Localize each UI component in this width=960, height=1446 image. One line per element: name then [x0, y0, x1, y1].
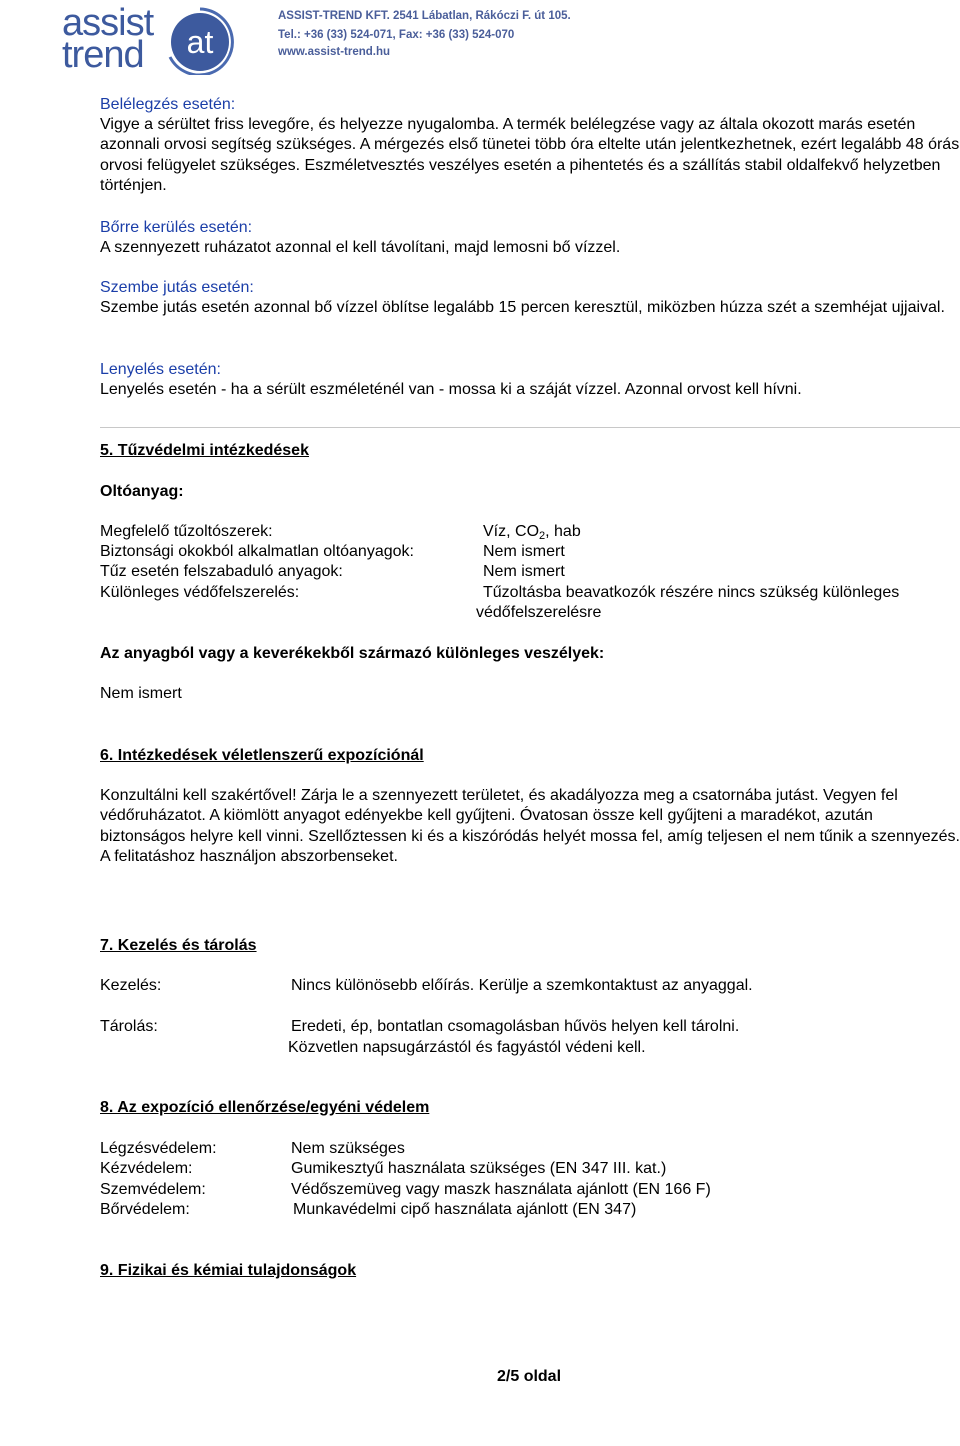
company-name: ASSIST-TREND KFT. [278, 10, 390, 22]
protection-label: Bőrvédelem: [100, 1201, 190, 1218]
letterhead [0, 0, 960, 80]
fire-row-value: Nem ismert [483, 543, 565, 560]
eye-text: Szembe jutás esetén azonnal bő vízzel öblítse legalább 15 percen keresztül, miközben húzza szét a szemhéjat ujjaival. [100, 299, 945, 316]
company-phone-fax: Tel.: +36 (33) 524-071, Fax: +36 (33) 524-070 [278, 29, 515, 41]
handling-value: Nincs különösebb előírás. Kerülje a szemkontaktust az anyaggal. [291, 977, 753, 994]
extinguishing-media-title: Oltóanyag: [100, 483, 184, 500]
company-website[interactable]: www.assist-trend.hu [278, 46, 391, 58]
eye-title: Szembe jutás esetén: [100, 279, 254, 296]
inhalation-text: Vigye a sérültet friss levegőre, és helyezze nyugalomba. A termék belélegzése vagy az általa okozott marás esetén azonnali orvosi segítség szükséges. A mérgezés első tünetei több óra eltelte után jelentkezhetnek, ezért legalább 48 órás orvosi felügyelet szükséges. Eszméletvesztés veszélyes esetén a pihentetés és a szállítás stabil oldalfekvő helyzetben történjen. [100, 116, 960, 195]
inhalation-title: Belélegzés esetén: [100, 96, 236, 113]
page-number: 2/5 oldal [497, 1368, 562, 1385]
protection-label: Légzésvédelem: [100, 1140, 217, 1157]
section6-text: Konzultálni kell szakértővel! Zárja le a szennyezett területet, és akadályozza meg a csatornába jutást. Vegyen fel védőruházatot. A kiömlött anyagot edényekbe kell gyűjteni. Óvatosan össze kell gyűjteni a maradékot, azután biztonságos helyre kell vinni. Szellőztessen ki és a kiszóródás helyét mossa fel, amíg teljesen el nem tűnik a szennyezés. A felitatáshoz használjon abszorbenseket. [100, 787, 960, 866]
fire-row-value-cont: védőfelszerelésre [476, 604, 602, 621]
fire-row-label: Tűz esetén felszabaduló anyagok: [100, 563, 343, 580]
fire-row-value: Tűzoltásba beavatkozók részére nincs szükség különleges [483, 584, 900, 601]
skin-text: A szennyezett ruházatot azonnal el kell távolítani, majd lemosni bő vízzel. [100, 239, 621, 256]
fire-row-value: Víz, $CO_2$, hab [483, 523, 581, 542]
protection-label: Szemvédelem: [100, 1181, 206, 1198]
skin-title: Bőrre kerülés esetén: [100, 219, 253, 236]
company-address: 2541 Lábatlan, Rákóczi F. út 105. [393, 10, 571, 22]
protection-value: Munkavédelmi cipő használata ajánlott (EN 347) [293, 1201, 637, 1218]
special-hazards-value: Nem ismert [100, 685, 182, 702]
section9-title: 9. Fizikai és kémiai tulajdonságok [100, 1262, 357, 1279]
handling-label: Kezelés: [100, 977, 162, 994]
protection-value: Védőszemüveg vagy maszk használata ajánlott (EN 166 F) [291, 1181, 711, 1198]
logo-mark-text: at [186, 24, 214, 60]
fire-row-label: Biztonsági okokból alkalmatlan oltóanyagok: [100, 543, 414, 560]
company-line-1 [278, 11, 571, 23]
protection-label: Kézvédelem: [100, 1160, 193, 1177]
special-hazards-title: Az anyagból vagy a keverékekből származó különleges veszélyek: [100, 645, 605, 662]
storage-value: Eredeti, ép, bontatlan csomagolásban hűvös helyen kell tárolni. [291, 1018, 740, 1035]
section6-title: 6. Intézkedések véletlenszerű expozíciónál [100, 747, 424, 764]
storage-label: Tárolás: [100, 1018, 158, 1035]
section5-title: 5. Tűzvédelmi intézkedések [100, 442, 309, 459]
fire-row-label: Különleges védőfelszerelés: [100, 584, 300, 601]
ingestion-title: Lenyelés esetén: [100, 361, 221, 378]
section7-title: 7. Kezelés és tárolás [100, 937, 257, 954]
logo-mark-icon [160, 5, 240, 75]
logo-text-top: assist [62, 2, 154, 44]
fire-row-label: Megfelelő tűzoltószerek: [100, 523, 273, 540]
ingestion-text: Lenyelés esetén - ha a sérült eszméleténél van - mossa ki a száját vízzel. Azonnal orvost kell hívni. [100, 381, 802, 398]
logo-text-bottom: trend [62, 34, 144, 76]
protection-value: Gumikesztyű használata szükséges (EN 347 III. kat.) [291, 1160, 667, 1177]
section8-title: 8. Az expozíció ellenőrzése/egyéni védelem [100, 1099, 430, 1116]
protection-value: Nem szükséges [291, 1140, 405, 1157]
storage-value-cont: Közvetlen napsugárzástól és fagyástól védeni kell. [288, 1039, 646, 1056]
divider [100, 427, 960, 428]
fire-row-value: Nem ismert [483, 563, 565, 580]
